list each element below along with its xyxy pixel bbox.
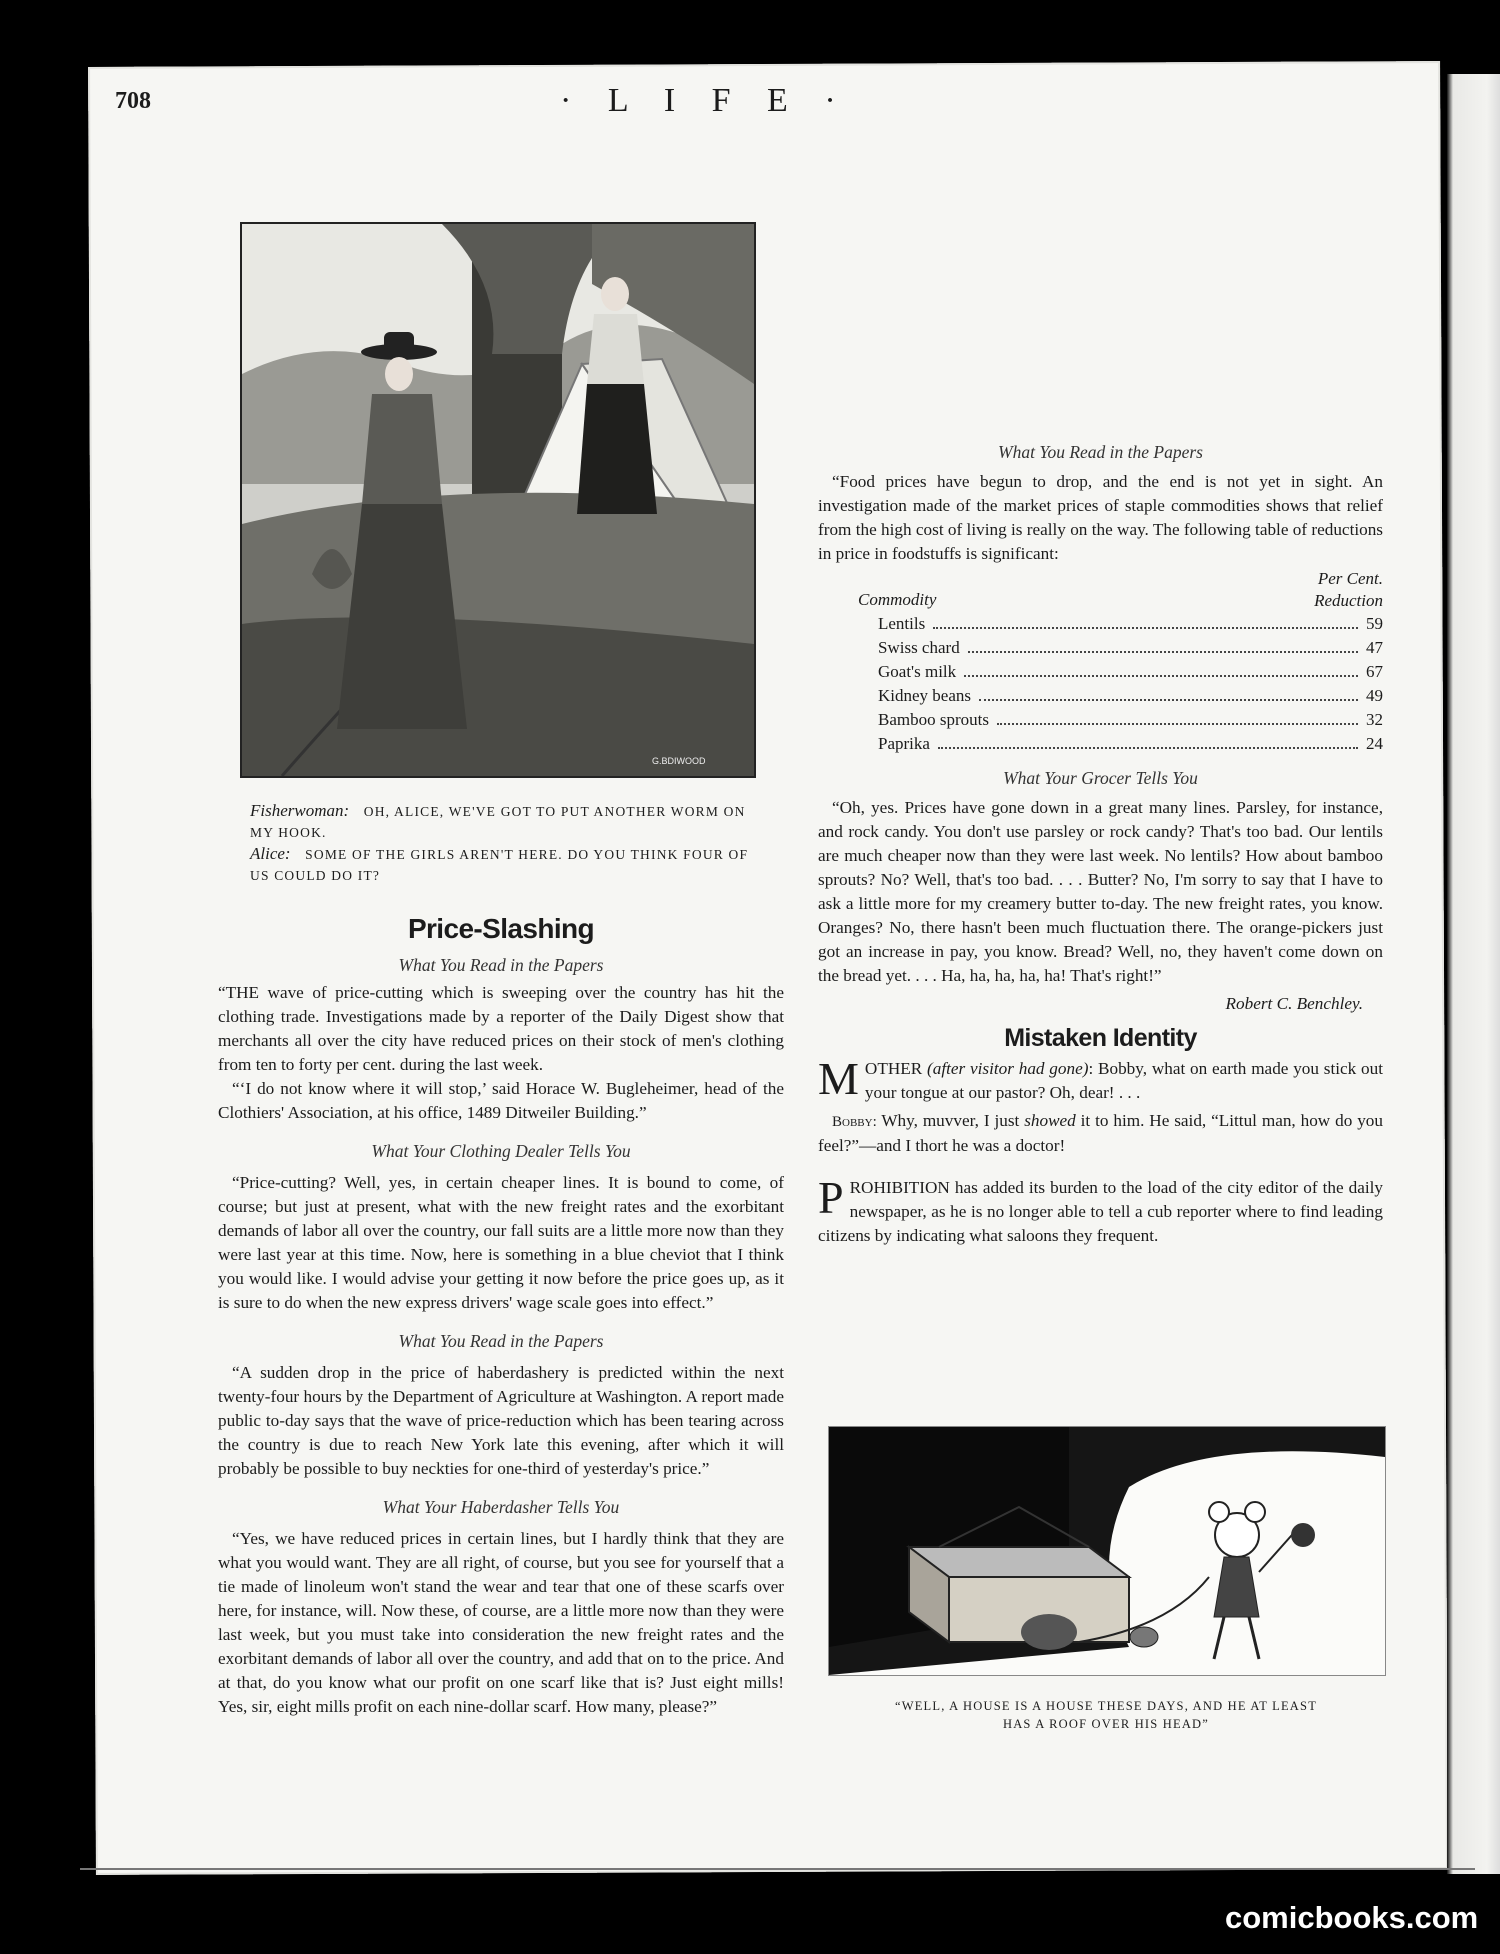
reduction-value: 59 xyxy=(1366,614,1383,633)
table-header-reduction-1: Per Cent. xyxy=(1317,569,1383,588)
dot-leader xyxy=(964,675,1358,677)
table-row xyxy=(878,660,1383,684)
dot-leader xyxy=(968,651,1358,653)
stage-direction: (after visitor had gone) xyxy=(927,1059,1089,1078)
commodity-name: Bamboo sprouts xyxy=(878,710,989,729)
section-subhead: What Your Haberdasher Tells You xyxy=(382,1497,620,1517)
caption-speaker: Fisherwoman: xyxy=(250,801,350,820)
prohibition-paragraph xyxy=(818,1172,1383,1248)
section-subhead: What You Read in the Papers xyxy=(398,955,604,975)
byline: Robert C. Benchley. xyxy=(1225,994,1363,1013)
left-column xyxy=(218,913,784,1719)
article-title: Price-Slashing xyxy=(407,913,595,944)
reduction-value: 67 xyxy=(1366,662,1383,681)
reduction-value: 32 xyxy=(1366,710,1383,729)
article-paragraph: “A sudden drop in the price of haberdashery is predicted within the next twenty-four hours by the Department of Agriculture at Washington. A report made public to-day says that the wave of price-reduction which has been tearing across the country is due to reach New York late this evening, after which it will probably be possible to buy neckties for one-third of yesterday's price.” xyxy=(218,1363,784,1478)
reduction-value: 49 xyxy=(1366,686,1383,705)
dialogue-text: : Bobby, what on earth made you stick out your tongue at our pastor? Oh, dear! . . . xyxy=(864,1059,1384,1102)
table-row xyxy=(878,708,1383,732)
commodity-name: Goat's milk xyxy=(878,662,957,681)
table-header-reduction-2: Reduction xyxy=(1314,591,1383,610)
dot-leader xyxy=(979,699,1358,701)
commodity-name: Kidney beans xyxy=(878,686,972,705)
speaker-name: Bobby: xyxy=(832,1114,877,1130)
article2-paragraph-1 xyxy=(818,1053,1384,1105)
commodity-name: Paprika xyxy=(878,734,930,753)
table-header xyxy=(858,568,1383,612)
caption-line-1: “WELL, A HOUSE IS A HOUSE THESE DAYS, AND HE AT LEAST xyxy=(894,1699,1318,1713)
camping-scene-image xyxy=(242,224,754,776)
caption-line-1 xyxy=(250,800,770,843)
table-header-commodity: Commodity xyxy=(858,590,937,609)
paragraph-lead: ROHIBITION xyxy=(849,1178,950,1197)
right-column xyxy=(818,440,1383,1248)
caption-text: SOME OF THE GIRLS AREN'T HERE. DO YOU THINK FOUR OF US COULD DO IT? xyxy=(250,847,749,883)
reduction-table xyxy=(818,568,1383,756)
illustration2-caption xyxy=(828,1697,1384,1733)
illustration1-caption xyxy=(250,800,770,886)
dot-leader xyxy=(938,747,1358,749)
mouse-trap-cartoon xyxy=(828,1426,1386,1676)
speaker-name: OTHER xyxy=(864,1059,923,1078)
dialogue-emphasis: showed xyxy=(1024,1111,1076,1130)
dot-leader xyxy=(933,627,1358,629)
table-row xyxy=(878,684,1383,708)
drop-cap: M xyxy=(818,1053,859,1104)
caption-speaker: Alice: xyxy=(250,844,291,863)
caption-line-2: HAS A ROOF OVER HIS HEAD” xyxy=(1002,1717,1210,1731)
masthead: · L I F E · xyxy=(560,82,850,119)
table-row xyxy=(878,612,1383,636)
table-body xyxy=(858,612,1383,756)
adjacent-page-edge xyxy=(1447,74,1500,1874)
reduction-value: 24 xyxy=(1366,734,1383,753)
article-paragraph: “THE wave of price-cutting which is sweeping over the country has hit the clothing trade. Investigations made by a reporter of the Daily Digest show that merchants all over the city have reduced prices on their stock of men's clothing from ten to forty per cent. during the last week. xyxy=(218,983,784,1074)
commodity-name: Lentils xyxy=(878,614,926,633)
table-row xyxy=(878,636,1383,660)
caption-text: OH, ALICE, WE'VE GOT TO PUT ANOTHER WORM ON MY HOOK. xyxy=(250,804,746,840)
section-subhead: What You Read in the Papers xyxy=(998,442,1203,462)
mouse-trap-image xyxy=(829,1427,1385,1675)
dot-leader xyxy=(997,723,1358,725)
section-subhead: What You Read in the Papers xyxy=(398,1331,604,1351)
article2-paragraph-2 xyxy=(818,1109,1383,1158)
commodity-name: Swiss chard xyxy=(878,638,960,657)
section-subhead: What Your Clothing Dealer Tells You xyxy=(371,1141,631,1161)
drop-cap: P xyxy=(818,1172,844,1223)
section-subhead: What Your Grocer Tells You xyxy=(1003,768,1198,788)
camping-illustration xyxy=(240,222,756,778)
article-paragraph: “Yes, we have reduced prices in certain lines, but I hardly think that they are what you would want. They are all right, of course, but you see for yourself that a tie made of linoleum won't stand the wear and tear that one of these scarfs over here, for instance, will. Now these, of course, are a little more now than they were last week, but you must take into consideration the new freight rates and the exorbitant demands of labor all over the country, and add that on to the price. And at that, do you know what our profit on one scarf like that is? Just eight mills! Yes, sir, eight mills profit on each nine-dollar scarf. How many, please?” xyxy=(218,1529,784,1716)
reduction-value: 47 xyxy=(1366,638,1383,657)
caption-line-2 xyxy=(250,843,770,886)
paragraph-text: has added its burden to the load of the city editor of the daily newspaper, as he is no longer able to tell a cub reporter where to find leading citizens by indicating what saloons they frequent. xyxy=(818,1178,1383,1245)
article-paragraph: “‘I do not know where it will stop,’ said Horace W. Bugleheimer, head of the Clothiers' Association, at his office, 1489 Ditweiler Building.” xyxy=(218,1079,784,1122)
watermark-text: comicbooks.com xyxy=(1225,1900,1479,1935)
article-paragraph: “Food prices have begun to drop, and the end is not yet in sight. An investigation made of the market prices of staple commodities shows that relief from the high cost of living is really on the way. The following table of reductions in price in foodstuffs is significant: xyxy=(818,472,1383,563)
watermark xyxy=(1225,1900,1478,1936)
page-number: 708 xyxy=(115,88,151,114)
article-paragraph: “Oh, yes. Prices have gone down in a great many lines. Parsley, for instance, and rock candy. You don't use parsley or rock candy? That's too bad. Our lentils are much cheaper now than they were last week. No lentils? How about bamboo sprouts? No? Well, that's too bad. . . . Butter? No, I'm sorry to say that I have to ask a little more for my creamery butter to-day. The new freight rates, you know. Oranges? No, there hasn't been much fluctuation there. The orange-pickers just got an increase in pay, you know. Bread? Well, no, they haven't come down on the bread yet. . . . Ha, ha, ha, ha, ha! That's right!” xyxy=(818,798,1383,985)
article2-title: Mistaken Identity xyxy=(1004,1024,1197,1052)
illustration-signature: G.BDIWOOD xyxy=(652,756,706,766)
dialogue-text: Why, muvver, I just xyxy=(881,1111,1025,1130)
article-paragraph: “Price-cutting? Well, yes, in certain cheaper lines. It is bound to come, of course; but just at present, what with the new freight rates and the exorbitant demands of labor all over the country, our fall suits are a little more now than they were last year at this time. Now, here is something in a blue cheviot that I think you would like. I would advise your getting it now before the price goes up, as it is sure to do when the new express drivers' wage scale goes into effect.” xyxy=(218,1173,784,1312)
table-header-reduction xyxy=(1314,568,1383,612)
dialogue-text: it to him. He said, “Littul man, how do you feel?”—and I thort he was a doctor! xyxy=(818,1111,1383,1155)
table-row xyxy=(878,732,1383,756)
page-bottom-rule xyxy=(80,1868,1475,1870)
